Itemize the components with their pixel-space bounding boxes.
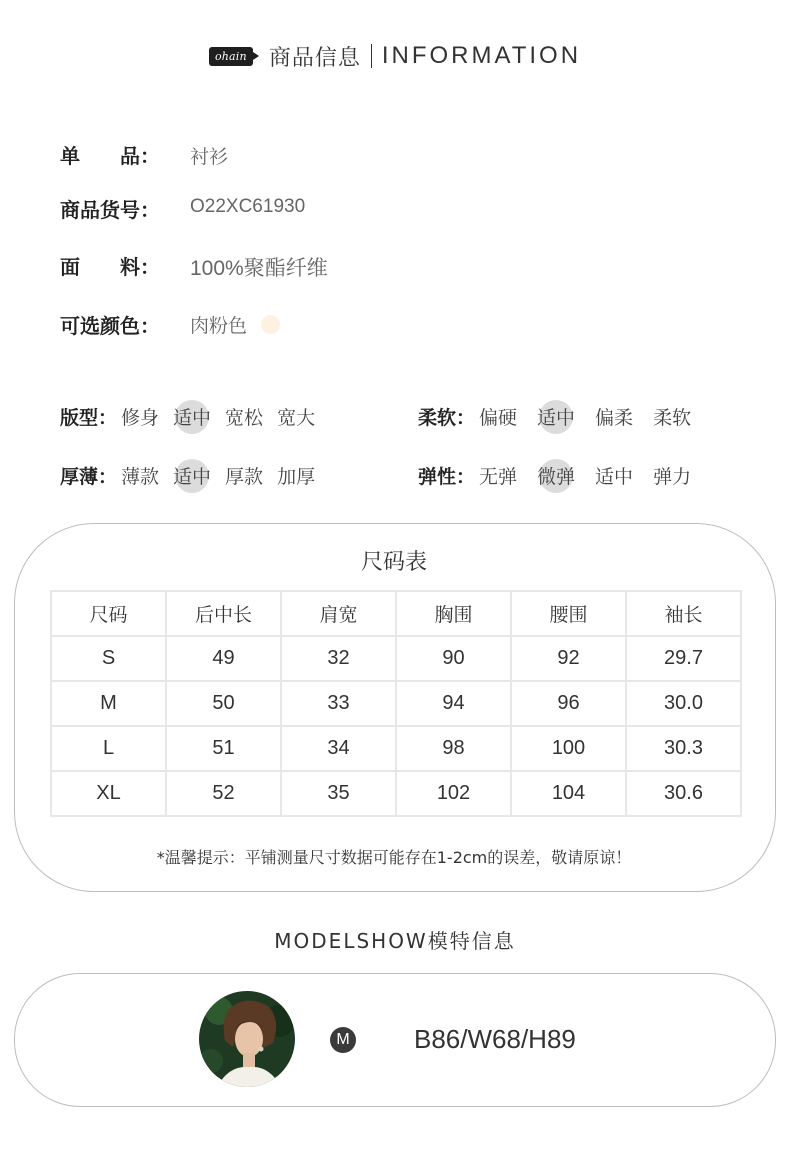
attr-softness-option: 柔软 <box>653 407 692 429</box>
header-title-en: INFORMATION <box>381 42 582 69</box>
model-measurements: B86/W68/H89 <box>414 1024 576 1054</box>
size-table-header: 腰围 <box>511 591 626 636</box>
header-title-cn: 商品信息 <box>268 45 361 71</box>
table-cell: 104 <box>511 771 626 816</box>
attr-fit-option-selected: 适中 <box>173 403 211 430</box>
table-cell: 96 <box>511 681 626 726</box>
attr-fit-option: 宽松 <box>225 407 264 429</box>
table-cell: M <box>51 681 166 726</box>
attr-softness-option: 偏硬 <box>479 407 518 429</box>
model-card <box>14 973 776 1107</box>
attr-fit-label: 版型： <box>60 407 118 429</box>
table-cell: S <box>51 636 166 681</box>
fabric-value: 100%聚酯纤维 <box>190 257 328 280</box>
table-cell: 100 <box>511 726 626 771</box>
attr-softness-label: 柔软： <box>418 407 476 429</box>
table-cell: 49 <box>166 636 281 681</box>
size-table <box>50 590 742 817</box>
table-cell: 102 <box>396 771 511 816</box>
table-cell: XL <box>51 771 166 816</box>
model-section-title: MODELSHOW模特信息 <box>274 929 516 953</box>
table-cell: 90 <box>396 636 511 681</box>
attr-elasticity <box>418 462 705 489</box>
sku-label: 商品货号： <box>60 198 160 222</box>
table-cell: 30.3 <box>626 726 741 771</box>
model-avatar <box>199 991 295 1087</box>
attr-softness <box>418 403 705 430</box>
attr-elasticity-label: 弹性： <box>418 466 476 488</box>
table-cell: 52 <box>166 771 281 816</box>
size-note: *温馨提示：平铺测量尺寸数据可能存在1-2cm的误差，敬请原谅！ <box>156 848 632 867</box>
color-option <box>190 311 280 338</box>
size-table-header-row <box>51 591 741 636</box>
attr-thickness-label: 厚薄： <box>60 466 118 488</box>
table-row <box>51 681 741 726</box>
attr-elasticity-option: 弹力 <box>653 466 692 488</box>
attr-thickness-option: 厚款 <box>225 466 264 488</box>
size-chart-title: 尺码表 <box>360 550 427 575</box>
table-cell: 34 <box>281 726 396 771</box>
sku-value: O22XC61930 <box>190 196 306 217</box>
attr-thickness-option-selected: 适中 <box>173 462 211 489</box>
attr-softness-option-selected: 适中 <box>537 403 575 430</box>
table-row <box>51 771 741 816</box>
attr-elasticity-option: 适中 <box>595 466 634 488</box>
table-cell: 94 <box>396 681 511 726</box>
model-photo <box>199 991 295 1087</box>
page-header <box>0 36 790 76</box>
table-cell: 35 <box>281 771 396 816</box>
table-cell: 92 <box>511 636 626 681</box>
fabric-label: 面 料： <box>60 255 160 279</box>
table-row <box>51 726 741 771</box>
attr-fit-option: 宽大 <box>277 407 316 429</box>
size-table-header: 后中长 <box>166 591 281 636</box>
brand-logo: ohain <box>209 47 253 66</box>
attr-softness-option: 偏柔 <box>595 407 634 429</box>
table-cell: 32 <box>281 636 396 681</box>
attr-fit <box>60 403 329 430</box>
attr-thickness <box>60 462 329 489</box>
table-cell: 30.0 <box>626 681 741 726</box>
table-row <box>51 636 741 681</box>
color-swatch <box>261 315 280 334</box>
table-cell: 98 <box>396 726 511 771</box>
table-cell: 51 <box>166 726 281 771</box>
table-cell: 30.6 <box>626 771 741 816</box>
table-cell: L <box>51 726 166 771</box>
size-table-header: 胸围 <box>396 591 511 636</box>
size-table-header: 袖长 <box>626 591 741 636</box>
size-table-header: 尺码 <box>51 591 166 636</box>
size-table-header: 肩宽 <box>281 591 396 636</box>
table-cell: 50 <box>166 681 281 726</box>
attr-thickness-option: 薄款 <box>121 466 160 488</box>
attr-elasticity-option-selected: 微弹 <box>537 462 575 489</box>
attr-thickness-option: 加厚 <box>277 466 316 488</box>
attr-fit-option: 修身 <box>121 407 160 429</box>
item-value: 衬衫 <box>190 147 229 168</box>
table-cell: 29.7 <box>626 636 741 681</box>
color-value: 肉粉色 <box>190 316 248 337</box>
color-label: 可选颜色： <box>60 314 160 338</box>
header-divider <box>371 44 372 68</box>
model-size-badge: M <box>330 1027 356 1053</box>
table-cell: 33 <box>281 681 396 726</box>
attr-elasticity-option: 无弹 <box>479 466 518 488</box>
item-label: 单 品： <box>60 144 160 168</box>
